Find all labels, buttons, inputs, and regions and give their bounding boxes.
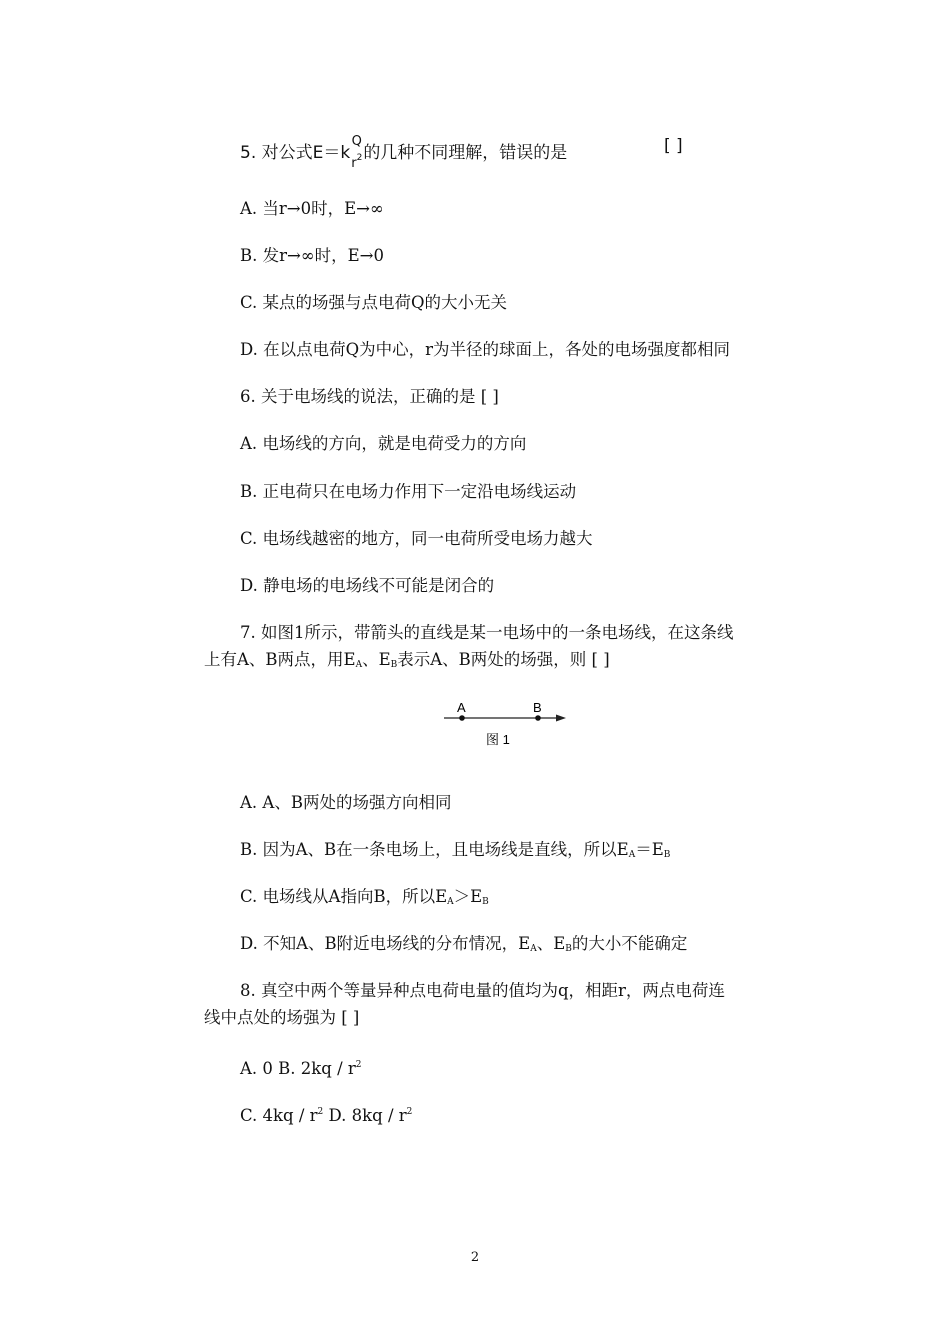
- q5-prefix: 5. 对公式E＝k: [240, 143, 351, 163]
- q6-option-b: B. 正电荷只在电场力作用下一定沿电场线运动: [240, 482, 577, 501]
- question-7-stem-line1: 7. 如图1所示，带箭头的直线是某一电场中的一条电场线，在这条线: [240, 623, 734, 642]
- q7-option-b: B. 因为A、B在一条电场上，且电场线是直线，所以$E_A=E_B$: [240, 840, 671, 860]
- question-7-stem-line2: 上有A、B两点，用$E_A$、$E_B$表示A、B两处的场强，则 [ ]: [204, 650, 610, 670]
- q7-option-c: C. 电场线从A指向B，所以$E_A>E_B$: [240, 887, 489, 907]
- fraction-denominator: $r^2$: [351, 153, 363, 171]
- figure-caption: 图 1: [486, 732, 510, 747]
- question-8-stem-line1: 8. 真空中两个等量异种点电荷电量的值均为q，相距r，两点电荷连: [240, 981, 725, 1000]
- field-line-diagram: [440, 698, 570, 750]
- q6-option-d: D. 静电场的电场线不可能是闭合的: [240, 576, 495, 595]
- point-a-label: A: [457, 700, 466, 715]
- question-5-stem: [240, 134, 683, 172]
- q5-option-c: C. 某点的场强与点电荷Q的大小无关: [240, 293, 508, 312]
- point-b-label: B: [533, 700, 542, 715]
- q8-options-cd: C. $4kq / r^2$ D. $8kq / r^2$: [240, 1106, 413, 1125]
- q6-option-a: A. 电场线的方向，就是电荷受力的方向: [240, 434, 527, 453]
- page-number: 2: [470, 1250, 480, 1265]
- figure-1-field-line: [440, 698, 570, 750]
- question-6-stem: 6. 关于电场线的说法，正确的是 [ ]: [240, 387, 499, 406]
- q6-option-c: C. 电场线越密的地方，同一电荷所受电场力越大: [240, 529, 593, 548]
- q5-option-a: A. 当r→0时，E→∞: [240, 199, 384, 218]
- point-b-dot: [535, 715, 541, 721]
- answer-bracket: [ ]: [664, 136, 683, 156]
- q5-suffix: 的几种不同理解，错误的是: [363, 143, 568, 163]
- q8-options-ab: A. 0 B. $2kq / r^2$: [240, 1059, 362, 1078]
- q7-option-d: D. 不知A、B附近电场线的分布情况，$E_A$、$E_B$的大小不能确定: [240, 934, 688, 954]
- q5-option-b: B. 发r→∞时，E→0: [240, 246, 384, 265]
- formula-fraction: [351, 134, 362, 172]
- question-8-stem-line2: 线中点处的场强为 [ ]: [204, 1008, 360, 1027]
- point-a-dot: [459, 715, 465, 721]
- q7-option-a: A. A、B两处的场强方向相同: [240, 793, 452, 812]
- arrow-head-icon: [556, 715, 566, 722]
- fraction-numerator: Q: [351, 134, 362, 149]
- q5-option-d: D. 在以点电荷Q为中心，r为半径的球面上，各处的电场强度都相同: [240, 340, 731, 359]
